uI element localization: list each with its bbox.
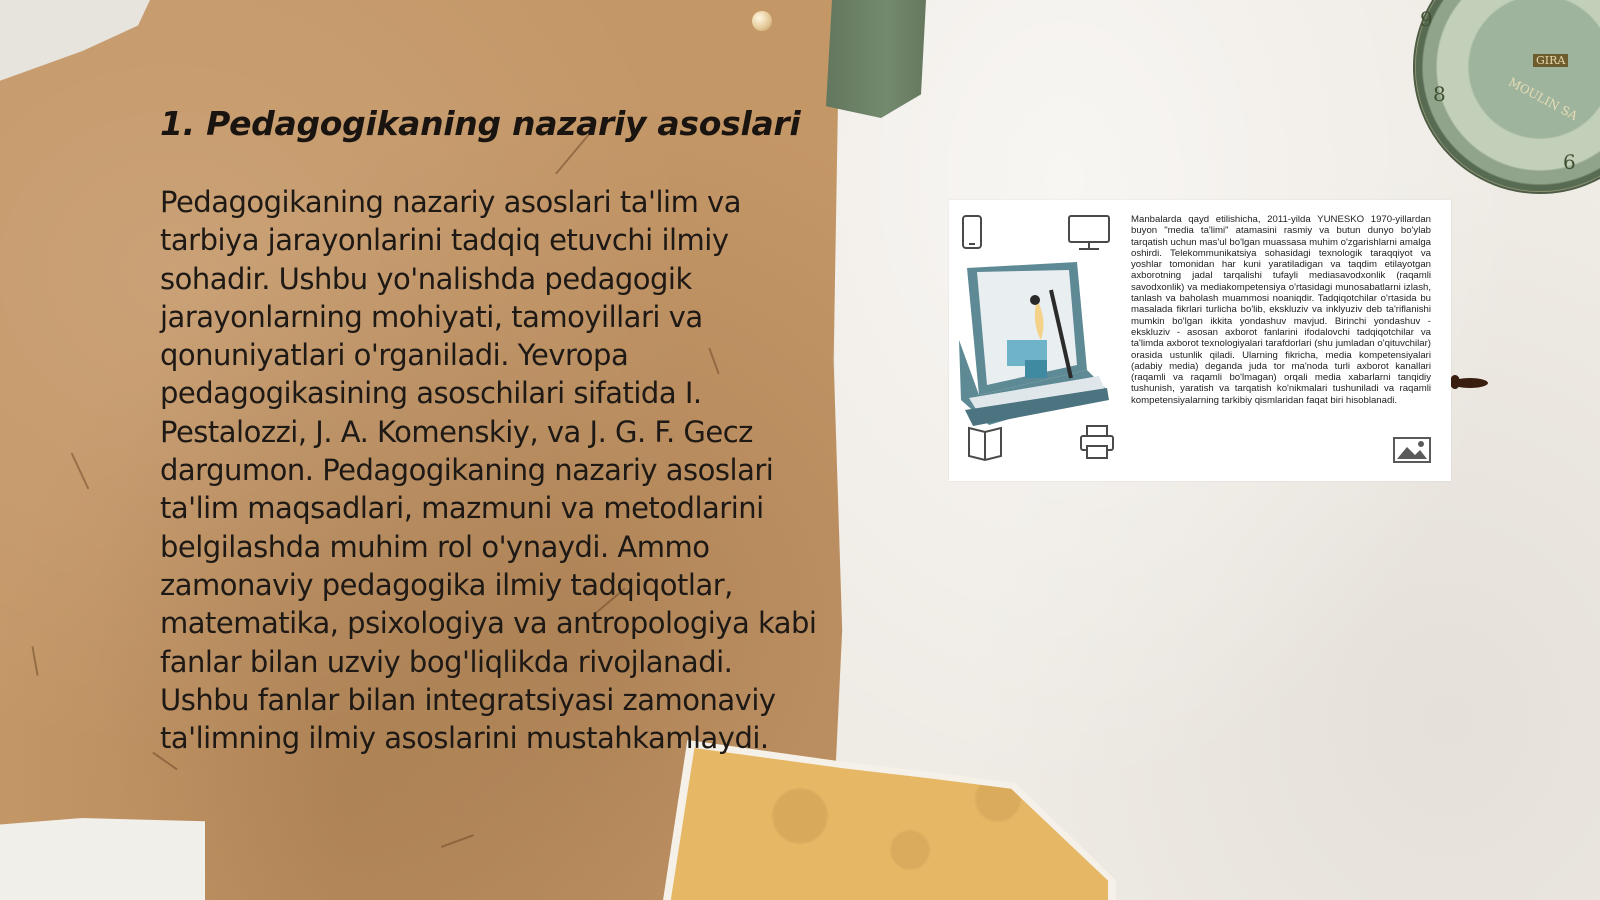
paper-fiber <box>31 646 38 676</box>
open-book-candle <box>959 262 1109 426</box>
media-literacy-paragraph: Manbalarda qayd etilishicha, 2011-yilda YUNESKO 1970-yillardan buyon "media ta'limi" atamasini rasmiy va butun dunyo bo'ylab tarqatish uchun mas'ul bo'lgan muassasa muhim o'zgarishlarni amalga oshirdi. Telekommunikatsiya sohasidagi texnologik taraqqiyot va yoshlar tomonidan har kuni yaratiladigan va taqdim etilayotgan axborotning jadal tarqalishi tufayli mediasavodxonlik (raqamli savodxonlik) va mediakompetensiya o'rtasidagi munosabatlarni izlash, tanlash va baholash muammosi noaniqdir. Tadqiqotchilar o'rtasida bu masalada fikrlari turlicha bo'lib, ekskluziv va inklyuziv deb ta'riflanishi mumkin bo'lgan ikkita yondashuv mavjud. Birinchi yondashuv - ekskluziv - asosan axborot fanlarini ifodalovchi tadqiqotchilar va ta'limda axborot texnologiyalari tarafdorlari (shu jumladan o'qituvchilar) orasida ustunlik qiladi. Ularning fikricha, media kompetensiyalari (adabiy media) deganda juda tor ma'noda turli axborot kanallari (raqamli va raqamli bo'lmagan) orqali media xabarlarni tanqidiy tushunish, yaratish va tarqatish ko'nikmalari tushuniladi va raqamli kompetensiyalarning tarkibiy qismlaridan faqat biri hisoblanadi. <box>1131 214 1431 406</box>
pin-icon <box>752 11 772 31</box>
book-illustration <box>949 200 1129 481</box>
media-literacy-image-card <box>949 200 1451 481</box>
clock-label-2: MOULIN SA <box>1506 74 1580 124</box>
torn-paper-corner <box>0 818 205 900</box>
image-icon <box>1393 437 1431 463</box>
clock-label: GIRA <box>1533 54 1568 67</box>
ink-blot <box>1452 378 1488 388</box>
slide-title: 1. Pedagogikaning nazariy asoslari <box>160 104 801 143</box>
paper-fiber <box>441 834 475 848</box>
clock-numeral: 8 <box>1433 82 1446 106</box>
monitor-icon <box>1069 216 1109 249</box>
smartphone-icon <box>963 216 981 248</box>
clock-numeral: 6 <box>1563 150 1576 174</box>
paper-fiber <box>71 452 90 489</box>
book-icon <box>969 428 1001 460</box>
printer-icon <box>1081 426 1113 458</box>
slide-body-text: Pedagogikaning nazariy asoslari ta'lim va tarbiya jarayonlarini tadqiq etuvchi ilmiy sohadir. Ushbu yo'nalishda pedagogik jarayonlarning mohiyati, tamoyillari va qonuniyatlari o'rganiladi. Yevropa pedagogikasining asoschilari sifatida I. Pestalozzi, J. A. Komenskiy, va J. G. F. Gecz dargumon. Pedagogikaning nazariy asoslari ta'lim maqsadlari, mazmuni va metodlarini belgilashda muhim rol o'ynaydi. Ammo zamonaviy pedagogika ilmiy tadqiqotlar, matematika, psixologiya va antropologiya kabi fanlar bilan uzviy bog'liqlikda rivojlanadi. Ushbu fanlar bilan integratsiyasi zamonaviy ta'limning ilmiy asoslarini mustahkamlaydi. <box>160 185 817 756</box>
clock-numeral: 9 <box>1420 7 1433 31</box>
